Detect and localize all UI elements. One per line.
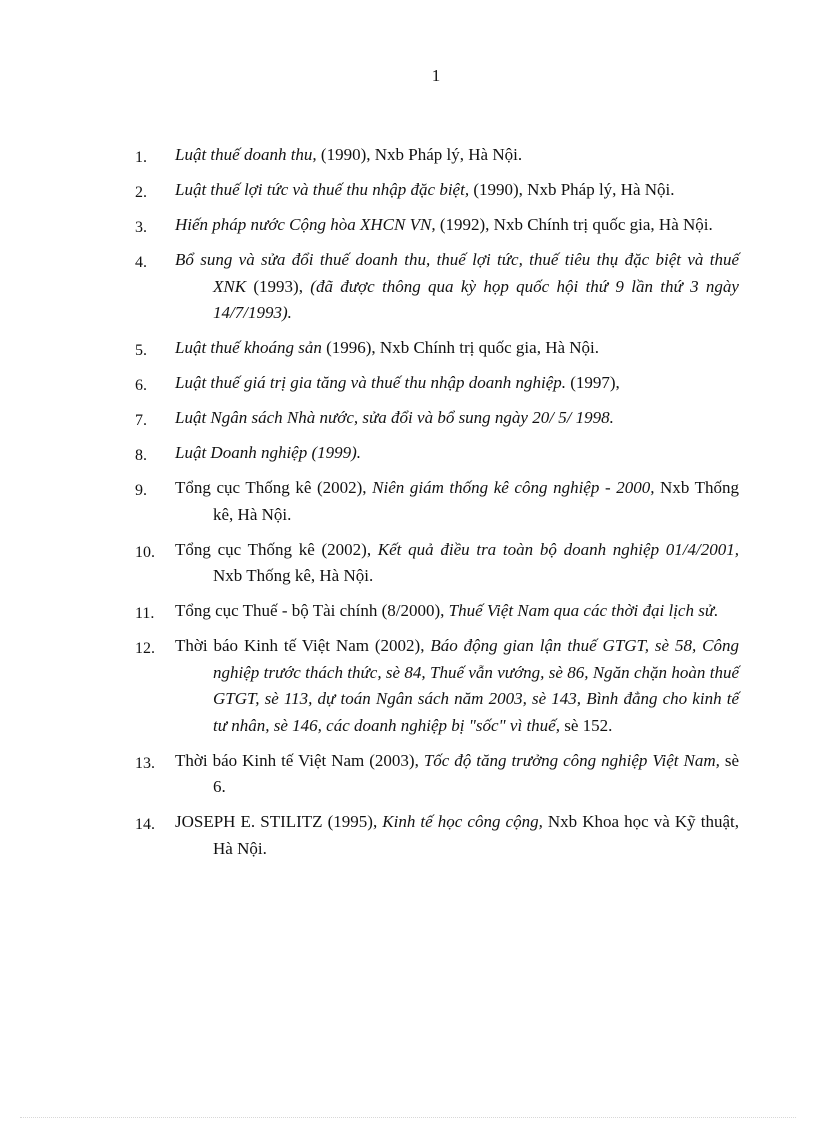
reference-number: 7. [135,412,147,429]
reference-item [135,633,739,739]
reference-text [175,537,739,590]
reference-number: 5. [135,342,147,359]
reference-item [135,142,739,169]
reference-source-text: (1990), Nxb Pháp lý, Hà Nội. [469,180,675,199]
reference-text [175,475,739,528]
reference-source-text: (1990), Nxb Pháp lý, Hà Nội. [316,145,523,164]
reference-number: 13. [135,754,155,772]
reference-item [135,335,739,362]
reference-source-text: sè 6. [213,750,739,796]
page-bottom-divider [20,1117,796,1118]
reference-number: 8. [135,447,147,464]
reference-item [135,177,739,204]
reference-text [175,809,739,862]
reference-number: 1. [135,149,147,166]
reference-source-text: Nxb Thống kê, Hà Nội. [213,478,739,524]
reference-title-text: Báo động gian lận thuế GTGT, sè 58, Công nghiệp trước thách thức, sè 84, Thuế vẫn vướng, sè 86, Ngăn chặn hoàn thuế GTGT, sè 113, dự toán Ngân sách năm 2003, sè 143, Bình đẳng cho kinh tế tư nhân, sè 146, các doanh nghiệp bị "sốc" vì thuế, [213,636,739,735]
reference-source-text: Nxb Khoa học và Kỹ thuật, Hà Nội. [213,812,739,858]
reference-item [135,748,739,801]
reference-item [135,247,739,327]
reference-title-text: Luật thuế giá trị gia tăng và thuế thu nhập doanh nghiệp. [175,373,566,392]
reference-source-text: Thời báo Kinh tế Việt Nam (2002), [175,636,431,655]
reference-title-text: Luật Doanh nghiệp (1999). [175,443,362,462]
reference-title-text: Kết quả điều tra toàn bộ doanh nghiệp 01/4/2001, [377,539,739,559]
reference-item [135,598,739,625]
reference-title-text: Tốc độ tăng trưởng công nghiệp Việt Nam, [423,750,720,770]
reference-source-text: Nxb Thống kê, Hà Nội. [213,566,374,585]
reference-text [175,748,739,801]
reference-source-text: JOSEPH E. STILITZ (1995), [175,812,383,831]
reference-title-text: Bổ sung và sửa đổi thuế doanh thu, thuế lợi tức, thuế tiêu thụ đặc biệt và thuế XNK [175,250,739,296]
reference-title-text: (đã được thông qua kỳ họp quốc hội thứ 9 lần thứ 3 ngày 14/7/1993). [213,276,739,322]
reference-title-text: Luật thuế khoáng sản [175,338,322,357]
reference-title-text: Thuế Việt Nam qua các thời đại lịch sử. [448,601,719,620]
reference-item [135,370,739,397]
reference-source-text: Tổng cục Thuế - bộ Tài chính (8/2000), [175,601,449,620]
reference-source-text: Tổng cục Thống kê (2002), [175,539,378,559]
reference-text [175,212,739,239]
reference-text [175,440,739,467]
reference-item [135,440,739,467]
reference-source-text: sè 152. [559,715,613,735]
reference-source-text: (1993), [246,276,311,296]
reference-number: 10. [135,543,155,561]
reference-text [175,335,739,362]
page-number: 1 [431,66,441,85]
reference-source-text: (1996), Nxb Chính trị quốc gia, Hà Nội. [321,338,600,357]
reference-item [135,212,739,239]
reference-title-text: Kinh tế học công cộng, [382,812,543,831]
reference-text [175,633,739,739]
reference-text [175,177,739,204]
reference-text [175,370,739,397]
reference-item [135,537,739,590]
reference-number: 4. [135,254,147,271]
reference-title-text: Luật Ngân sách Nhà nước, sửa đổi và bổ sung ngày 20/ 5/ 1998. [175,408,614,427]
reference-source-text: (1997), [565,373,620,392]
reference-text [175,142,739,169]
reference-text [175,598,739,625]
reference-source-text: Thời báo Kinh tế Việt Nam (2003), [175,750,424,770]
reference-title-text: Luật thuế doanh thu, [175,145,317,164]
reference-number: 12. [135,640,155,657]
reference-number: 6. [135,377,147,394]
reference-number: 9. [135,482,147,499]
reference-title-text: Hiến pháp nước Cộng hòa XHCN VN, [175,215,436,234]
reference-number: 2. [135,184,147,201]
reference-text [175,247,739,327]
reference-item [135,809,739,862]
reference-item [135,475,739,528]
reference-title-text: Luật thuế lợi tức và thuế thu nhập đặc biệt, [175,180,470,199]
reference-number: 3. [135,219,147,236]
reference-title-text: Niên giám thống kê công nghiệp - 2000, [372,478,655,497]
reference-source-text: Tổng cục Thống kê (2002), [175,478,373,497]
reference-item [135,405,739,432]
reference-text [175,405,739,432]
reference-number: 14. [135,816,155,833]
reference-source-text: (1992), Nxb Chính trị quốc gia, Hà Nội. [435,215,713,234]
reference-number: 11. [135,605,155,622]
reference-list [135,142,739,871]
